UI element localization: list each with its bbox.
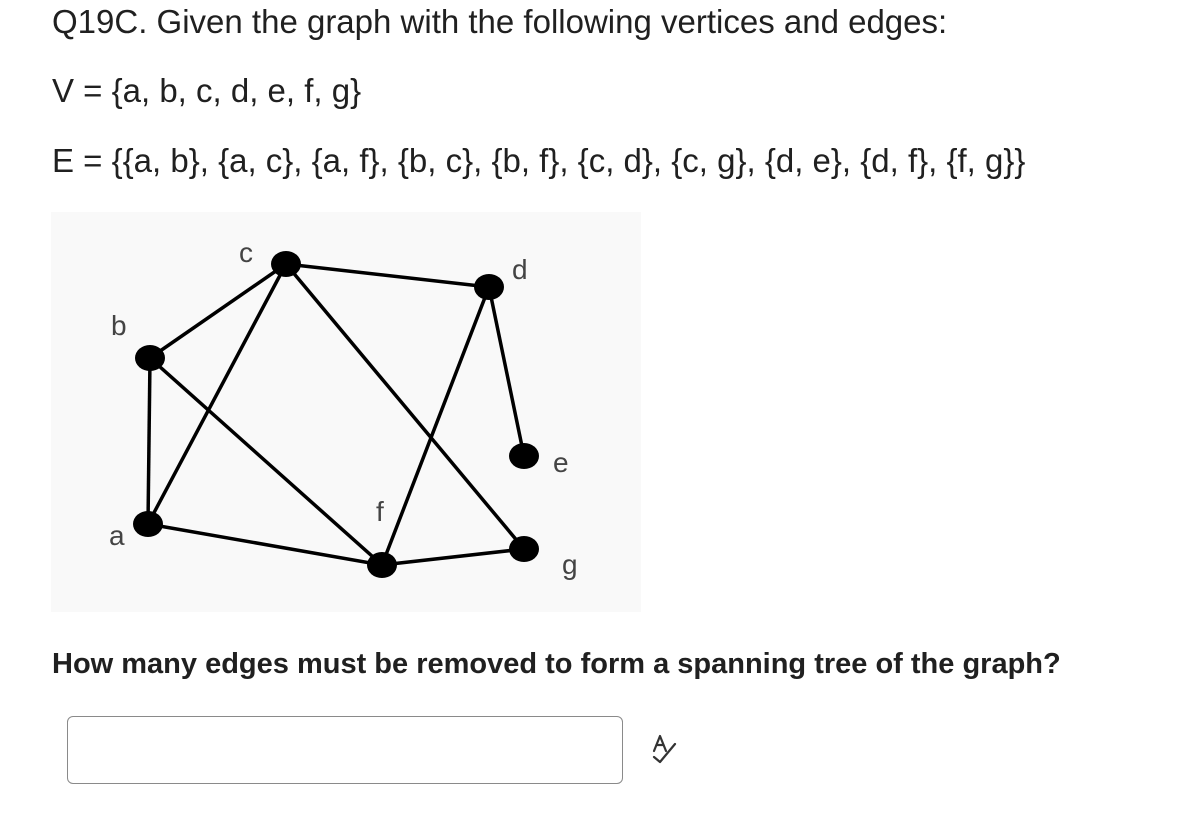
vertex-label-g: g [562, 549, 578, 580]
edge-d-f [382, 287, 489, 565]
edge-a-c [148, 264, 286, 524]
vertex-label-f: f [376, 496, 384, 527]
vertex-label-c: c [239, 237, 253, 268]
spellcheck-button[interactable] [648, 731, 688, 771]
spellcheck-icon [648, 731, 688, 771]
vertex-e [509, 443, 539, 469]
vertex-f [367, 552, 397, 578]
vertex-g [509, 536, 539, 562]
edge-f-g [382, 549, 524, 565]
vertex-label-a: a [109, 520, 125, 551]
vertex-b [135, 345, 165, 371]
vertex-d [474, 274, 504, 300]
edge-d-e [489, 287, 524, 456]
graph-figure [51, 212, 641, 612]
edge-a-b [148, 358, 150, 524]
edge-c-d [286, 264, 489, 287]
vertex-a [133, 511, 163, 537]
vertex-c [271, 251, 301, 277]
edge-b-c [150, 264, 286, 358]
vertex-label-e: e [553, 447, 569, 478]
vertex-label-d: d [512, 254, 528, 285]
edge-b-f [150, 358, 382, 565]
edge-set: E = {{a, b}, {a, c}, {a, f}, {b, c}, {b, f}, {c, d}, {c, g}, {d, e}, {d, f}, {f, g}} [52, 142, 1026, 179]
answer-input[interactable] [67, 716, 623, 784]
vertex-label-b: b [111, 310, 127, 341]
vertex-set: V = {a, b, c, d, e, f, g} [52, 72, 362, 109]
edge-a-f [148, 524, 382, 565]
question-prompt: How many edges must be removed to form a spanning tree of the graph? [52, 648, 1061, 680]
question-title: Q19C. Given the graph with the following vertices and edges: [52, 3, 948, 40]
graph-diagram [51, 212, 641, 612]
